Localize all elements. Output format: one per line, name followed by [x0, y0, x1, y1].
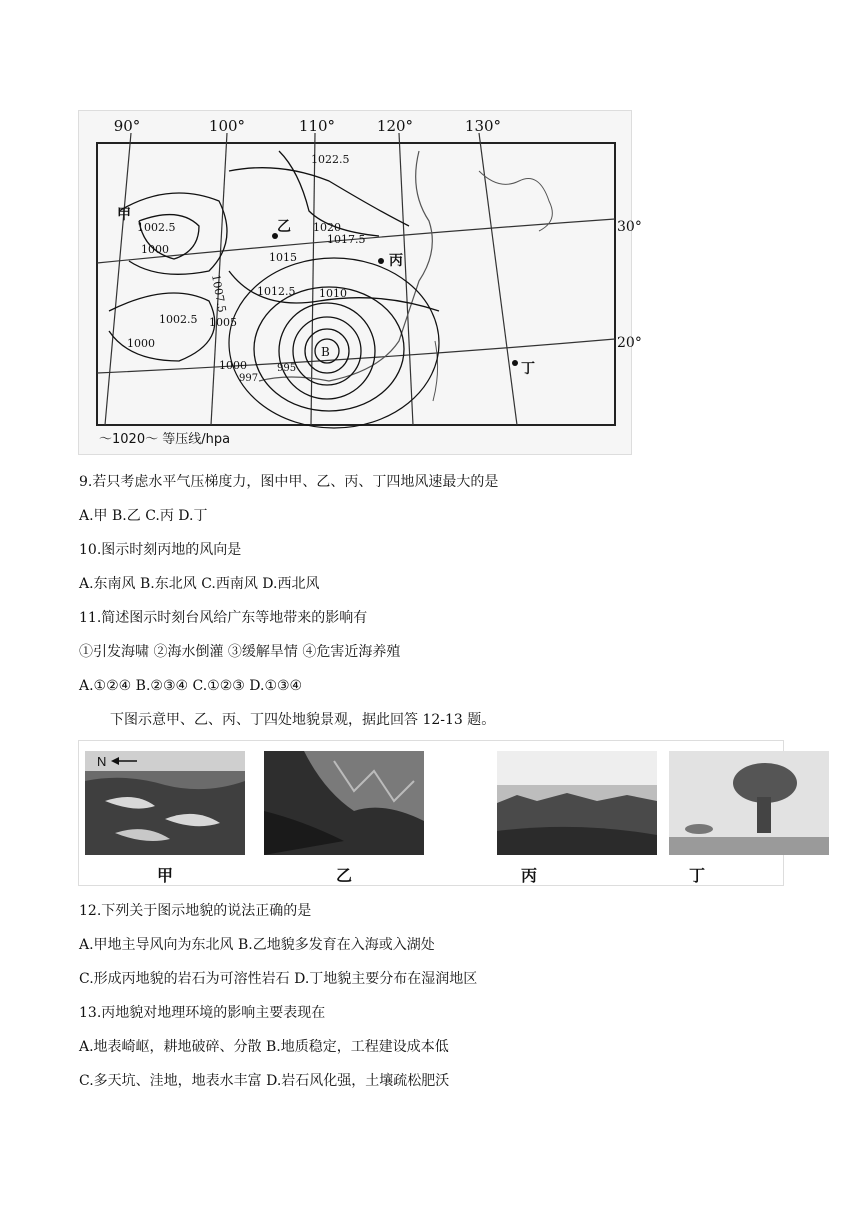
photo-label-bing: 丙	[520, 866, 537, 885]
isobar-label: 1010	[319, 287, 347, 300]
question-11-stem: 11.简述图示时刻台风给广东等地带来的影响有	[79, 610, 368, 626]
isobar-label: 995	[277, 363, 297, 374]
typhoon-center-label: B	[321, 345, 330, 359]
question-10-options: A.东南风 B.东北风 C.西南风 D.西北风	[79, 576, 320, 592]
map-legend: ～1020～ 等压线/hpa	[99, 432, 231, 447]
north-arrow-label: N	[97, 754, 107, 769]
lon-label-120: 120°	[376, 117, 414, 135]
place-label-ding: 丁	[521, 361, 535, 377]
isobar-label: 1005	[209, 316, 237, 329]
isobar-label: 1015	[269, 251, 297, 264]
photo-label-jia: 甲	[156, 866, 173, 885]
question-12-options-ab: A.甲地主导风向为东北风 B.乙地貌多发育在入海或入湖处	[79, 937, 435, 953]
isobar-map	[79, 111, 642, 456]
isobar-label: 1012.5	[257, 285, 296, 298]
place-label-jia: 甲	[117, 207, 131, 223]
isobar-label: 1002.5	[137, 221, 176, 234]
question-11-sub: ①引发海啸 ②海水倒灌 ③缓解旱情 ④危害近海养殖	[79, 644, 401, 660]
lat-label-30: 30°	[617, 219, 642, 235]
question-13-stem: 13.丙地貌对地理环境的影响主要表现在	[79, 1005, 326, 1021]
photo-ding	[669, 751, 829, 855]
question-13-options-ab: A.地表崎岖，耕地破碎、分散 B.地质稳定，工程建设成本低	[79, 1039, 449, 1055]
isobar-label: 1000	[219, 359, 247, 372]
isobar-label: 1002.5	[159, 313, 198, 326]
photo-jia	[85, 751, 245, 855]
question-13-options-cd: C.多天坑、洼地，地表水丰富 D.岩石风化强，土壤疏松肥沃	[79, 1073, 450, 1089]
isobar-label: 997	[239, 373, 259, 384]
isobar-map-figure	[78, 110, 642, 455]
question-9-options: A.甲 B.乙 C.丙 D.丁	[79, 508, 208, 524]
question-11-options: A.①②④ B.②③④ C.①②③ D.①③④	[79, 678, 303, 694]
lon-label-90: 90°	[113, 117, 141, 135]
photo-label-yi: 乙	[335, 866, 352, 885]
lat-label-20: 20°	[617, 335, 642, 351]
isobar-label: 1022.5	[311, 153, 350, 166]
landform-photos	[78, 740, 784, 886]
place-label-bing: 丙	[389, 253, 403, 269]
lon-label-130: 130°	[464, 117, 502, 135]
question-12-stem: 12.下列关于图示地貌的说法正确的是	[79, 903, 312, 919]
isobar-label: 1020	[313, 221, 341, 234]
photo-bing	[497, 751, 657, 855]
photo-label-ding: 丁	[688, 866, 705, 885]
isobar-label: 1017.5	[327, 233, 366, 246]
question-10-stem: 10.图示时刻丙地的风向是	[79, 542, 242, 558]
photo-yi	[264, 751, 424, 855]
isobar-label: 1000	[127, 337, 155, 350]
lon-label-110: 110°	[298, 117, 336, 135]
isobar-label: 1000	[141, 243, 169, 256]
isobar-label: 1007.5	[209, 273, 229, 314]
question-12-options-cd: C.形成丙地貌的岩石为可溶性岩石 D.丁地貌主要分布在湿润地区	[79, 971, 478, 987]
question-9-stem: 9.若只考虑水平气压梯度力，图中甲、乙、丙、丁四地风速最大的是	[79, 474, 499, 490]
lon-label-100: 100°	[208, 117, 246, 135]
intro-12-13: 下图示意甲、乙、丙、丁四处地貌景观，据此回答 12-13 题。	[110, 712, 496, 728]
place-label-yi: 乙	[277, 219, 291, 235]
